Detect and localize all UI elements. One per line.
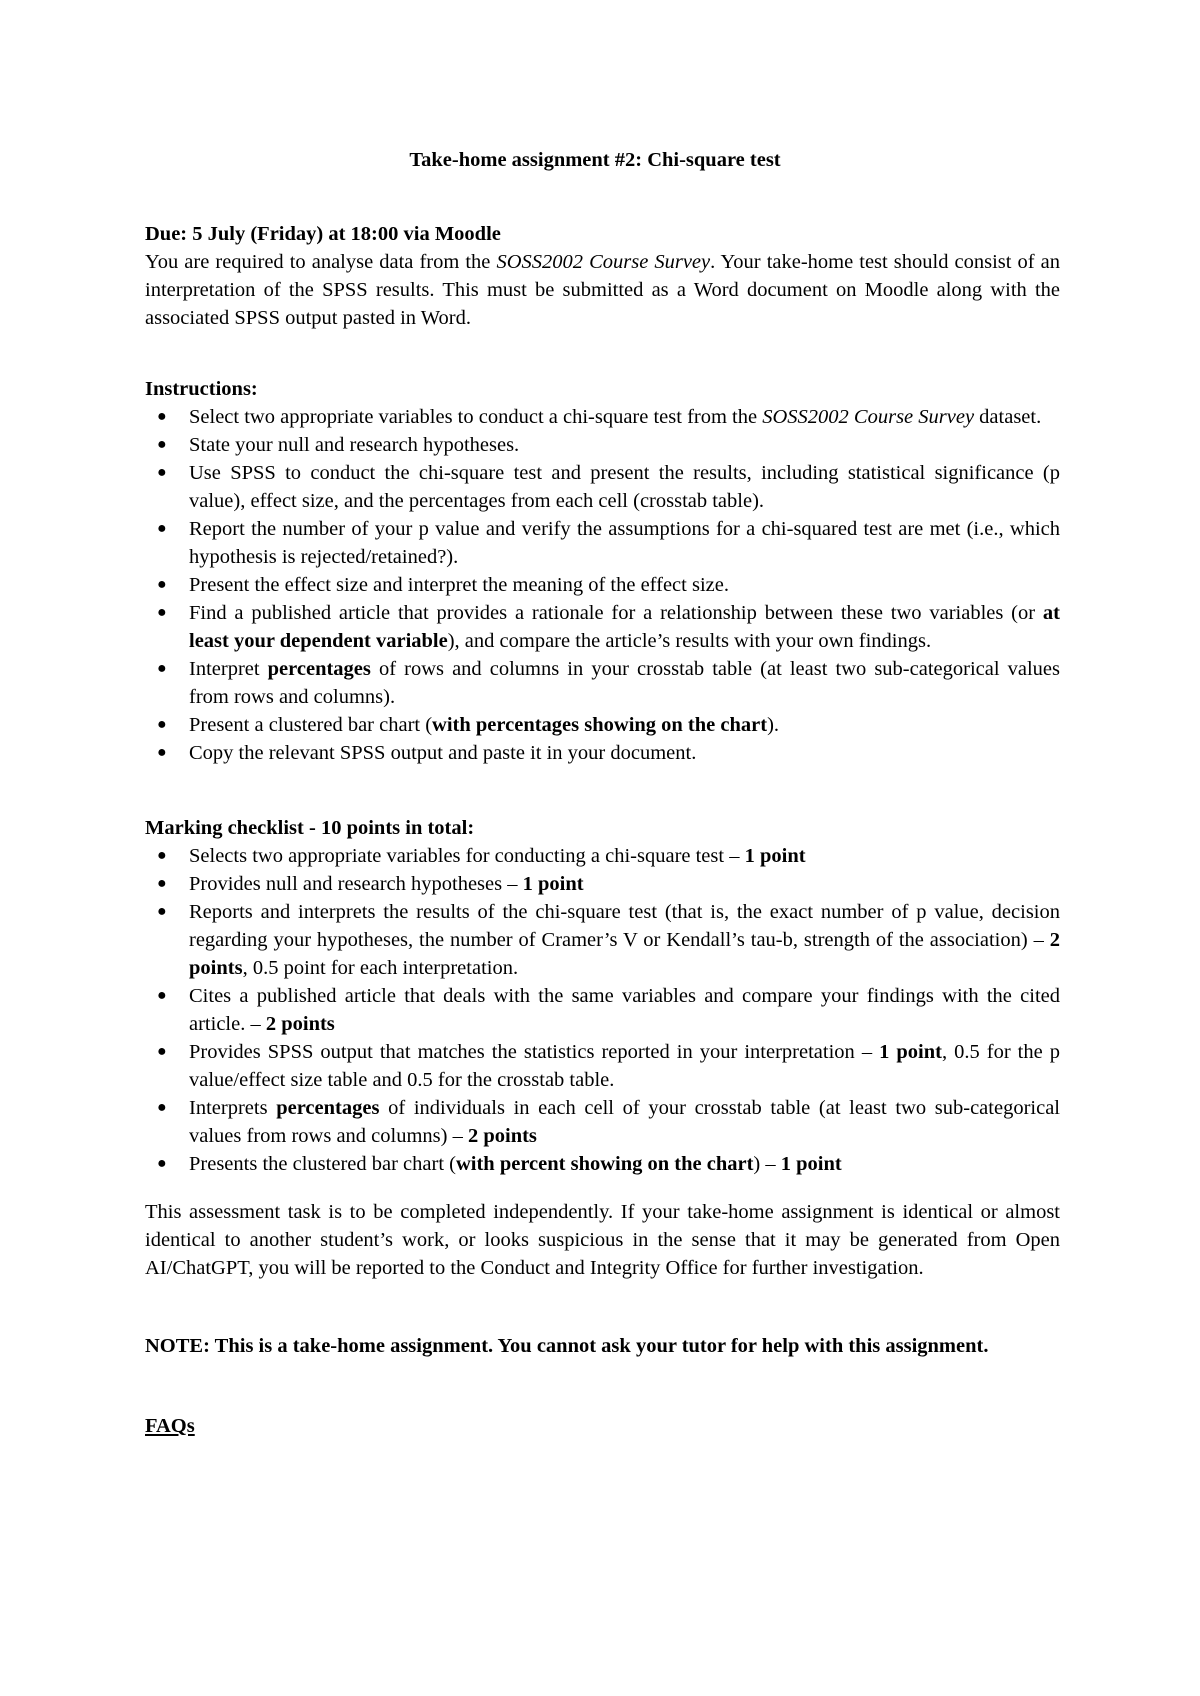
checklist-heading: Marking checklist - 10 points in total: <box>145 817 475 839</box>
bullet-icon: ● <box>157 604 167 621</box>
bullet-icon: ● <box>157 847 167 864</box>
bullet-icon: ● <box>157 875 167 892</box>
checklist-section <box>145 814 1060 1178</box>
instructions-list <box>145 403 1060 767</box>
list-item: ● Report the number of your p value and verify the assumptions for a chi-squared test are met (i.e., which hypothesis is rejected/retained?). <box>145 515 1060 571</box>
bullet-icon: ● <box>157 436 167 453</box>
list-item: ● Copy the relevant SPSS output and paste it in your document. <box>145 739 1060 767</box>
note-paragraph: NOTE: This is a take-home assignment. You cannot ask your tutor for help with this assignment. <box>145 1335 989 1357</box>
list-item: ● Selects two appropriate variables for conducting a chi-square test – 1 point <box>145 842 1060 870</box>
instructions-heading: Instructions: <box>145 378 258 400</box>
bullet-icon: ● <box>157 1099 167 1116</box>
bullet-icon: ● <box>157 1155 167 1172</box>
bullet-icon: ● <box>157 744 167 761</box>
checklist-list <box>145 842 1060 1178</box>
list-item: ● State your null and research hypotheses. <box>145 431 1060 459</box>
instructions-section <box>145 375 1060 767</box>
list-item: ● Cites a published article that deals with the same variables and compare your findings with the cited article. – 2 points <box>145 982 1060 1038</box>
list-item: ● Provides null and research hypotheses – 1 point <box>145 870 1060 898</box>
list-item: ● Find a published article that provides a rationale for a relationship between these two variables (or at least your dependent variable), and compare the article’s results with your own findings. <box>145 599 1060 655</box>
page-title: Take-home assignment #2: Chi-square test <box>409 149 781 171</box>
list-item: ● Present a clustered bar chart (with percentages showing on the chart). <box>145 711 1060 739</box>
bullet-icon: ● <box>157 1043 167 1060</box>
bullet-icon: ● <box>157 660 167 677</box>
bullet-icon: ● <box>157 903 167 920</box>
due-text-after: . Your take-home test should consist of an interpretation of the SPSS results. This must be submitted as a Word document on Moodle along with the associated SPSS output pasted in Word. <box>145 251 1060 329</box>
list-item: ● Use SPSS to conduct the chi-square test and present the results, including statistical significance (p value), effect size, and the percentages from each cell (crosstab table). <box>145 459 1060 515</box>
list-item: ● Presents the clustered bar chart (with percent showing on the chart) – 1 point <box>145 1150 1060 1178</box>
list-item: ● Interpret percentages of rows and columns in your crosstab table (at least two sub-categorical values from rows and columns). <box>145 655 1060 711</box>
list-item: ● Provides SPSS output that matches the statistics reported in your interpretation – 1 point, 0.5 for the p value/effect size table and 0.5 for the crosstab table. <box>145 1038 1060 1094</box>
survey-name: SOSS2002 Course Survey <box>496 251 711 273</box>
bullet-icon: ● <box>157 408 167 425</box>
list-item: ● Reports and interprets the results of the chi-square test (that is, the exact number of p value, decision regarding your hypotheses, the number of Cramer’s V or Kendall’s tau-b, strength of the association) – 2 points, 0.5 point for each interpretation. <box>145 898 1060 982</box>
list-item: ● Present the effect size and interpret the meaning of the effect size. <box>145 571 1060 599</box>
due-paragraph <box>145 248 1060 332</box>
faq-heading: FAQs <box>145 1415 195 1437</box>
due-text-before: You are required to analyse data from the <box>145 251 497 273</box>
due-heading: Due: 5 July (Friday) at 18:00 via Moodle <box>145 223 501 245</box>
list-item: ● Select two appropriate variables to conduct a chi-square test from the SOSS2002 Course Survey dataset. <box>145 403 1060 431</box>
bullet-icon: ● <box>157 464 167 481</box>
list-item: ● Interprets percentages of individuals in each cell of your crosstab table (at least two sub-categorical values from rows and columns) – 2 points <box>145 1094 1060 1150</box>
bullet-icon: ● <box>157 576 167 593</box>
bullet-icon: ● <box>157 716 167 733</box>
integrity-paragraph: This assessment task is to be completed independently. If your take-home assignment is identical or almost identical to another student’s work, or looks suspicious in the sense that it may be generated from Open AI/ChatGPT, you will be reported to the Conduct and Integrity Office for further investigation. <box>145 1201 1060 1279</box>
bullet-icon: ● <box>157 520 167 537</box>
due-section <box>145 220 1060 332</box>
bullet-icon: ● <box>157 987 167 1004</box>
